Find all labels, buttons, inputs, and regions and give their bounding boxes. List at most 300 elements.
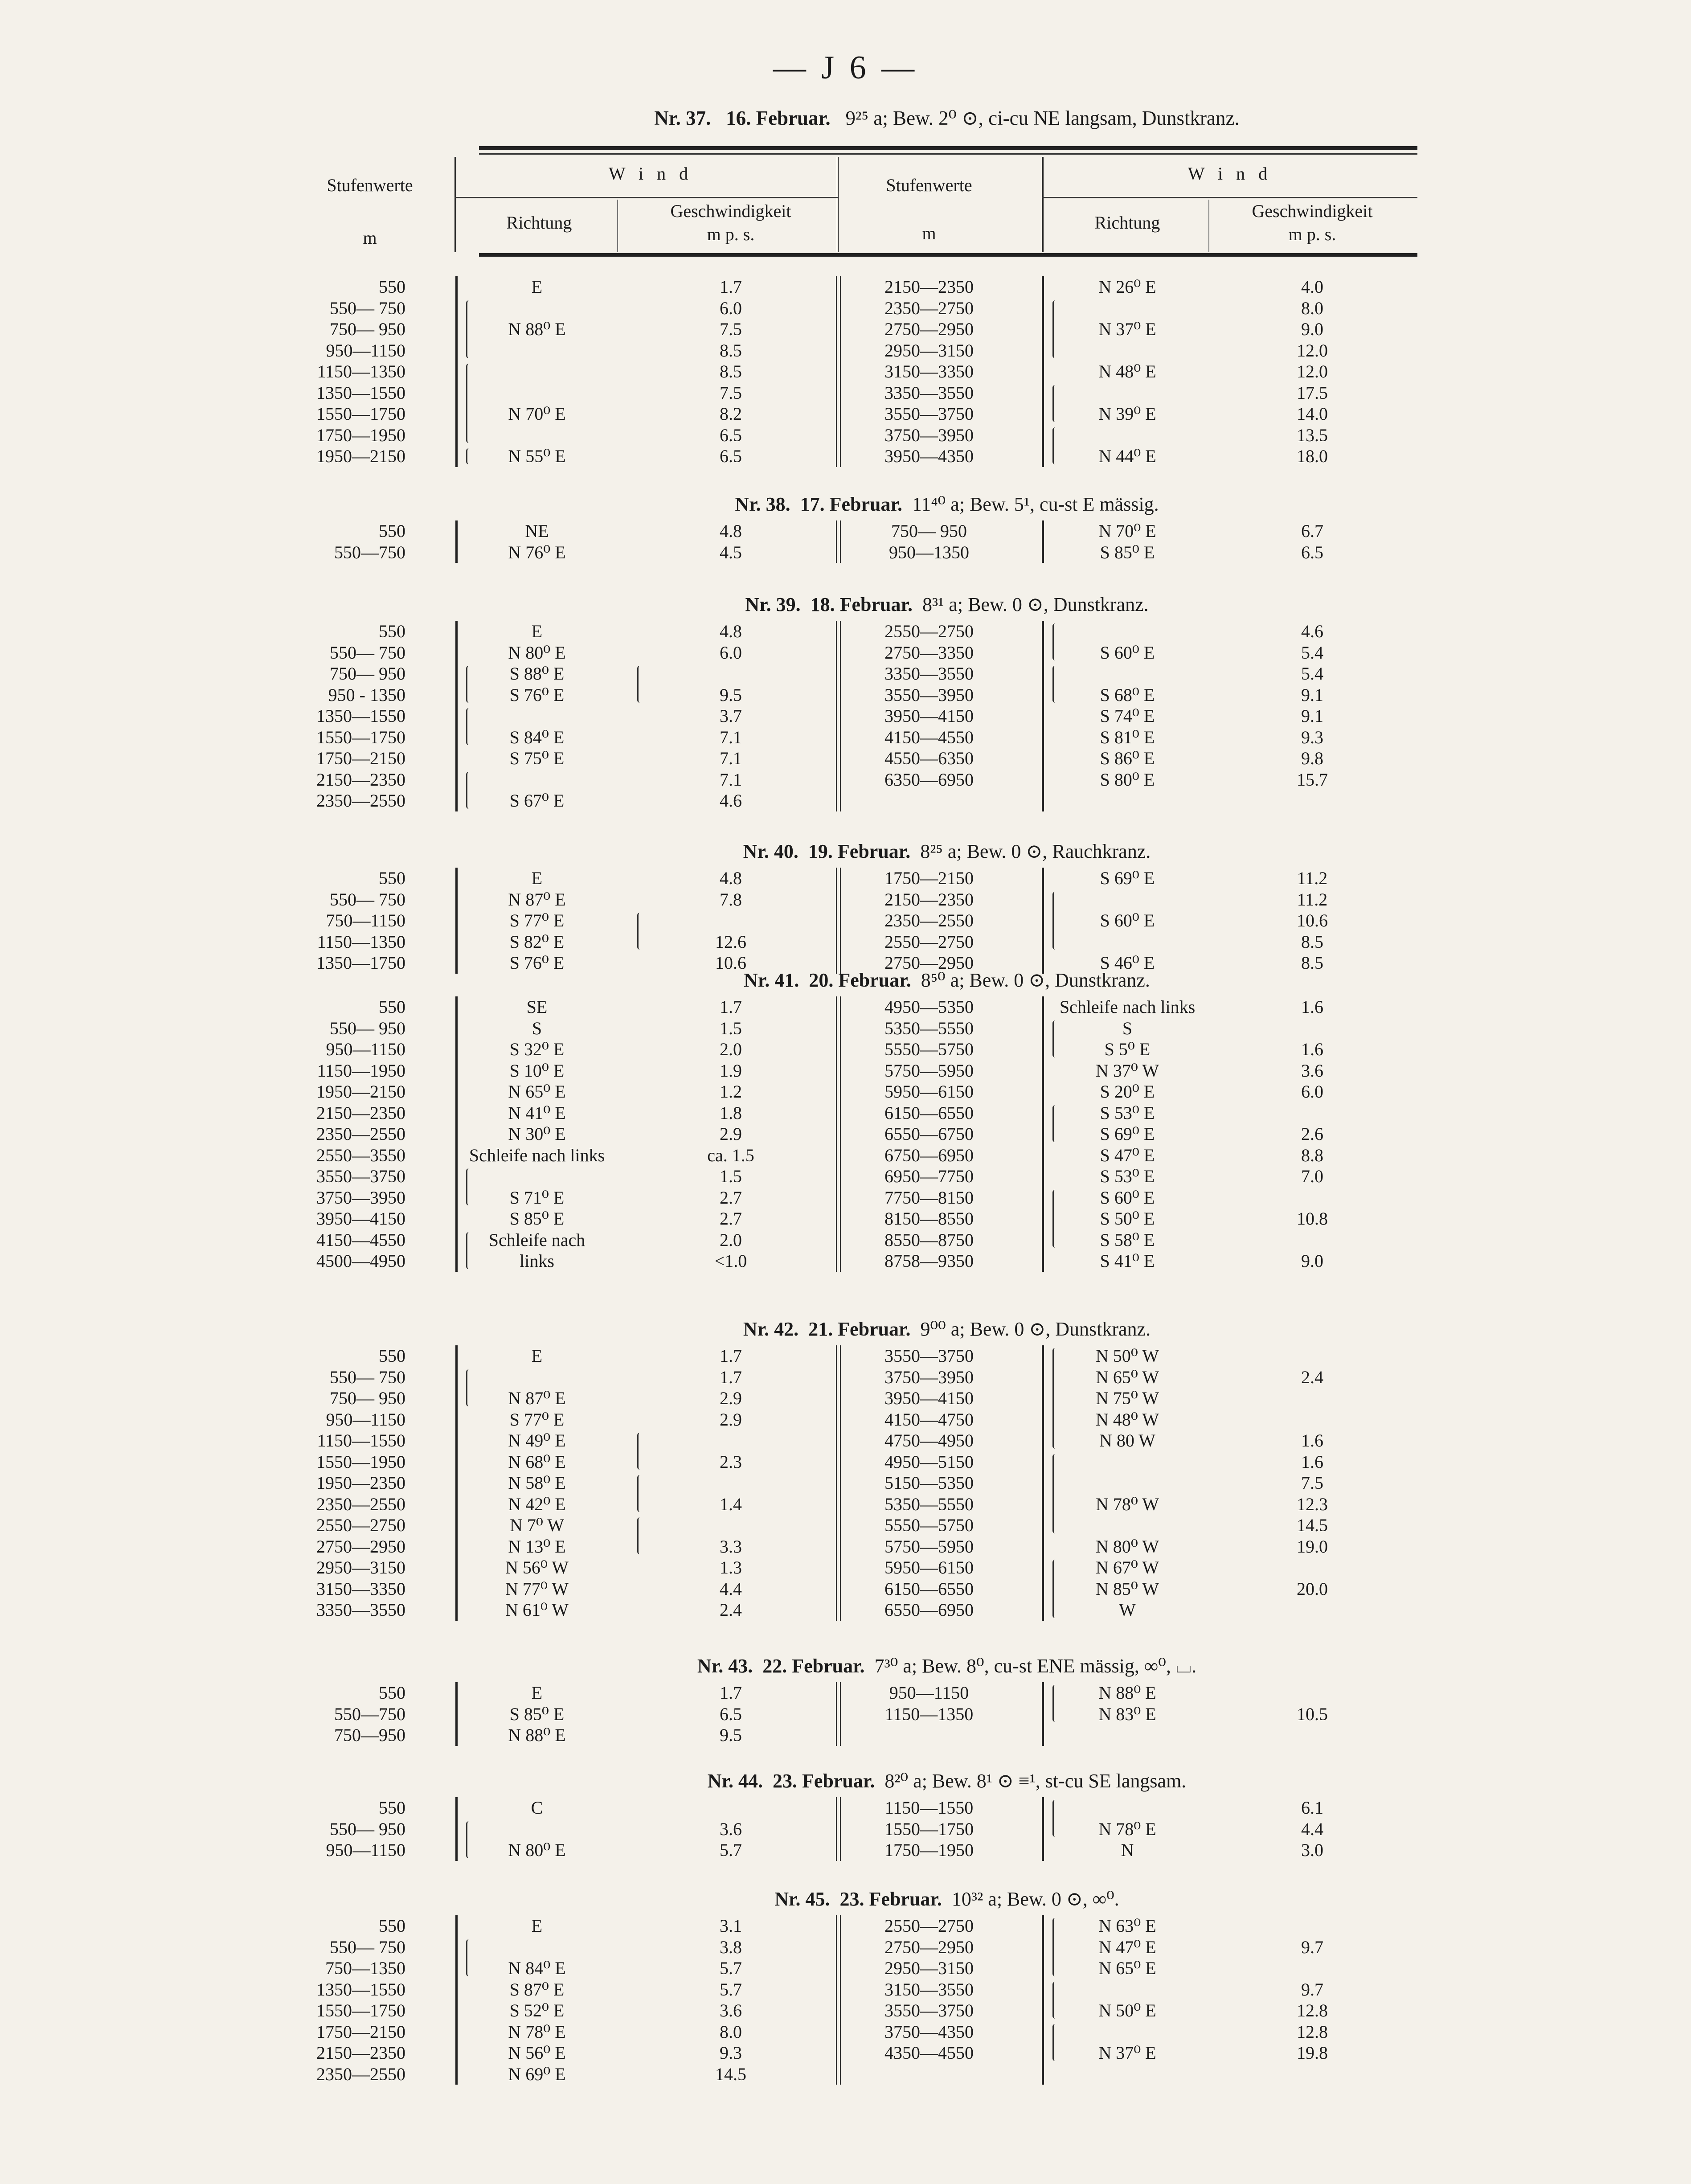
geschwindigkeit-cell: 3.3 — [720, 1536, 742, 1557]
section-nr: Nr. 42. — [743, 1318, 799, 1340]
stufenwert-cell: 1150—1550 — [884, 1798, 974, 1818]
stufenwert-cell: 6550—6950 — [884, 1600, 974, 1620]
richtung-cell: N 80⁰ E — [508, 1840, 566, 1860]
geschwindigkeit-cell: 5.7 — [720, 1958, 742, 1978]
richtung-cell: S 53⁰ E — [1100, 1102, 1155, 1123]
richtung-cell: S 71⁰ E — [509, 1187, 565, 1208]
section-info: 8³¹ a; Bew. 0 ⊙, Dunstkranz. — [922, 594, 1149, 615]
section-info: 8²⁵ a; Bew. 0 ⊙, Rauchkranz. — [920, 840, 1151, 862]
stufenwert-cell: 2350—2550 — [884, 910, 974, 930]
geschwindigkeit-cell: 2.9 — [720, 1388, 742, 1408]
grouping-brace — [1052, 1454, 1058, 1533]
geschwindigkeit-cell: 15.7 — [1297, 769, 1328, 790]
grouping-brace — [1052, 1685, 1058, 1722]
geschwindigkeit-cell: 5.7 — [720, 1840, 742, 1860]
richtung-cell: N 85⁰ W — [1096, 1578, 1159, 1599]
stufenwert-cell: 2750—2950 — [316, 1536, 405, 1557]
geschwindigkeit-cell: 9.1 — [1301, 684, 1323, 705]
richtung-cell: S 88⁰ E — [509, 664, 565, 684]
richtung-cell: S 67⁰ E — [509, 791, 565, 811]
richtung-cell: N 78⁰ E — [508, 2021, 566, 2042]
stufenwert-cell: 4150—4550 — [316, 1229, 405, 1250]
section-date: 21. Februar. — [808, 1318, 911, 1340]
richtung-cell: S 75⁰ E — [509, 748, 565, 768]
stufenwert-cell: 3750—4350 — [884, 2021, 974, 2042]
geschwindigkeit-cell: 1.8 — [720, 1102, 742, 1123]
richtung-cell: NE — [525, 521, 549, 541]
richtung-cell: N 37⁰ E — [1098, 2043, 1156, 2063]
stufenwert-cell: 5950—6150 — [884, 1082, 974, 1102]
richtung-cell: S — [1122, 1018, 1133, 1038]
richtung-cell: S 81⁰ E — [1100, 727, 1155, 747]
geschwindigkeit-cell: 6.0 — [720, 298, 742, 318]
section-nr: Nr. 39. — [745, 594, 801, 615]
stufenwert-cell: 3750—3950 — [884, 425, 974, 445]
section-nr: Nr. 40. — [743, 840, 798, 862]
geschwindigkeit-cell: 2.6 — [1301, 1124, 1323, 1144]
richtung-cell: N 37⁰ W — [1096, 1060, 1159, 1081]
section-nr: Nr. 43. — [697, 1655, 753, 1677]
richtung-cell: S 69⁰ E — [1100, 1124, 1155, 1144]
section-info: 8²⁰ a; Bew. 8¹ ⊙ ≡¹, st-cu SE langsam. — [884, 1770, 1187, 1792]
section-date: 18. Februar. — [810, 594, 913, 615]
col-richtung-right: Richtung — [1094, 213, 1160, 233]
geschwindigkeit-cell: 6.0 — [1301, 1082, 1323, 1102]
richtung-cell: S 76⁰ E — [509, 953, 565, 973]
geschwindigkeit-cell: 12.3 — [1297, 1494, 1328, 1514]
header-info: 9²⁵ a; Bew. 2⁰ ⊙, ci-cu NE langsam, Dunstkranz. — [845, 107, 1240, 129]
stufenwert-cell: 1750—2150 — [316, 748, 405, 768]
stufenwert-cell: 2750—2950 — [884, 1937, 974, 1957]
richtung-cell: S 74⁰ E — [1100, 706, 1155, 726]
geschwindigkeit-cell: 8.5 — [720, 361, 742, 381]
stufenwert-cell: 550— 750 — [330, 642, 405, 663]
grouping-brace — [637, 913, 643, 950]
geschwindigkeit-cell: 10.6 — [1297, 910, 1328, 930]
richtung-cell: N 75⁰ W — [1096, 1388, 1159, 1408]
geschwindigkeit-cell: 8.5 — [1301, 953, 1323, 973]
geschwindigkeit-cell: 12.0 — [1297, 361, 1328, 381]
stufenwert-cell: 3950—4350 — [884, 446, 974, 466]
stufenwert-cell: 6350—6950 — [884, 769, 974, 790]
stufenwert-cell: 1550—1750 — [316, 727, 405, 747]
richtung-cell: N 61⁰ W — [505, 1600, 569, 1620]
richtung-cell: N 77⁰ W — [505, 1578, 569, 1599]
section-nr: Nr. 41. — [744, 969, 799, 991]
stufenwert-cell: 550— 750 — [330, 298, 405, 318]
stufenwert-cell: 1350—1550 — [316, 1979, 405, 2000]
stufenwert-cell: 950—1150 — [326, 1840, 405, 1860]
richtung-cell: S 69⁰ E — [1100, 868, 1155, 888]
section-info: 11⁴⁰ a; Bew. 5¹, cu-st E mässig. — [912, 493, 1159, 515]
stufenwert-cell: 2350—2550 — [316, 2064, 405, 2084]
geschwindigkeit-cell: 1.4 — [720, 1494, 742, 1514]
grouping-brace — [1052, 300, 1058, 359]
stufenwert-cell: 2350—2550 — [316, 791, 405, 811]
geschwindigkeit-cell: 8.5 — [720, 340, 742, 361]
geschwindigkeit-cell: 1.3 — [720, 1557, 742, 1578]
geschwindigkeit-cell: 1.6 — [1301, 1451, 1323, 1472]
section-nr: Nr. 45. — [774, 1888, 830, 1910]
geschwindigkeit-cell: 3.6 — [720, 2000, 742, 2020]
stufenwert-cell: 2150—2350 — [316, 769, 405, 790]
section-date: 22. Februar. — [762, 1655, 865, 1677]
stufenwert-cell: 2950—3150 — [316, 1557, 405, 1578]
stufenwert-cell: 750— 950 — [330, 664, 405, 684]
section-title — [479, 1318, 1415, 1340]
section-date: 23. Februar. — [839, 1888, 942, 1910]
richtung-cell: E — [531, 868, 543, 888]
stufenwert-cell: 4150—4550 — [884, 727, 974, 747]
stufenwert-cell: 2550—2750 — [884, 931, 974, 952]
richtung-cell: S 76⁰ E — [509, 684, 565, 705]
stufenwert-cell: 750—1350 — [325, 1958, 405, 1978]
richtung-cell: N 26⁰ E — [1098, 277, 1156, 297]
richtung-cell: S 82⁰ E — [509, 931, 565, 952]
grouping-brace — [1052, 1918, 1058, 1976]
column-rule — [455, 621, 458, 811]
richtung-cell: S 85⁰ E — [509, 1209, 565, 1229]
geschwindigkeit-cell: 9.0 — [1301, 319, 1323, 339]
geschwindigkeit-cell: 8.0 — [1301, 298, 1323, 318]
header-nr: Nr. 37. — [654, 107, 711, 129]
richtung-cell: S 77⁰ E — [509, 910, 565, 930]
geschwindigkeit-cell: 6.5 — [720, 1704, 742, 1724]
geschwindigkeit-cell: 6.5 — [720, 425, 742, 445]
richtung-cell: S 10⁰ E — [509, 1060, 565, 1081]
stufenwert-cell: 3550—3750 — [884, 2000, 974, 2020]
geschwindigkeit-cell: 1.5 — [720, 1166, 742, 1186]
stufenwert-cell: 1550—1950 — [316, 1451, 405, 1472]
stufenwert-cell: 2350—2550 — [316, 1124, 405, 1144]
stufenwert-cell: 750— 950 — [330, 1388, 405, 1408]
richtung-cell: N — [1121, 1840, 1134, 1860]
stufenwert-cell: 2950—3150 — [884, 1958, 974, 1978]
geschwindigkeit-cell: 1.6 — [1301, 997, 1323, 1017]
col-wind-left: W i n d — [608, 164, 693, 184]
geschwindigkeit-cell: 7.1 — [720, 748, 742, 768]
grouping-brace — [466, 1168, 472, 1205]
stufenwert-cell: 550— 750 — [330, 1937, 405, 1957]
geschwindigkeit-cell: 12.8 — [1297, 2000, 1328, 2020]
grouping-brace — [466, 772, 472, 809]
grouping-brace — [1052, 623, 1058, 660]
grouping-brace — [1052, 385, 1058, 422]
richtung-cell: N 80⁰ E — [508, 642, 566, 663]
geschwindigkeit-cell: 2.4 — [720, 1600, 742, 1620]
geschwindigkeit-cell: 7.0 — [1301, 1166, 1323, 1186]
stufenwert-cell: 550 — [379, 277, 405, 297]
richtung-cell: Schleife nach links — [469, 1145, 605, 1165]
column-rule — [455, 1797, 458, 1861]
grouping-brace — [637, 1433, 643, 1470]
richtung-cell: C — [531, 1798, 543, 1818]
geschwindigkeit-cell: 3.8 — [720, 1937, 742, 1957]
stufenwert-cell: 1750—1950 — [316, 425, 405, 445]
grouping-brace — [1052, 427, 1058, 464]
geschwindigkeit-cell: 1.7 — [720, 1346, 742, 1366]
stufenwert-cell: 1150—1550 — [317, 1430, 405, 1451]
geschwindigkeit-cell: 5.7 — [720, 1979, 742, 2000]
geschwindigkeit-cell: 9.5 — [720, 684, 742, 705]
stufenwert-cell: 4150—4750 — [884, 1409, 974, 1430]
richtung-cell: S 53⁰ E — [1100, 1166, 1155, 1186]
richtung-cell: N 80⁰ W — [1096, 1536, 1159, 1557]
richtung-cell: SE — [526, 997, 548, 1017]
grouping-brace — [1052, 1348, 1058, 1449]
geschwindigkeit-cell: 3.7 — [720, 706, 742, 726]
stufenwert-cell: 550— 950 — [330, 1018, 405, 1038]
geschwindigkeit-cell: 17.5 — [1297, 382, 1328, 403]
table-header-rule — [479, 253, 1417, 257]
geschwindigkeit-cell: 6.0 — [720, 642, 742, 663]
richtung-cell: N 49⁰ E — [508, 1430, 566, 1451]
stufenwert-cell: 1550—1750 — [884, 1819, 974, 1839]
stufenwert-cell: 3550—3750 — [884, 1346, 974, 1366]
section-title — [479, 593, 1415, 616]
table-top-rule-thin — [479, 153, 1417, 155]
header-subrule — [1042, 197, 1417, 198]
richtung-cell: N 42⁰ E — [508, 1494, 566, 1514]
grouping-brace — [466, 448, 472, 464]
geschwindigkeit-cell: 2.4 — [1301, 1367, 1323, 1387]
stufenwert-cell: 550 — [379, 1346, 405, 1366]
stufenwert-cell: 6150—6550 — [884, 1578, 974, 1599]
richtung-cell: N 65⁰ W — [1096, 1367, 1159, 1387]
stufenwert-cell: 950 - 1350 — [328, 684, 405, 705]
richtung-cell: N 68⁰ E — [508, 1451, 566, 1472]
stufenwert-cell: 3150—3350 — [316, 1578, 405, 1599]
stufenwert-cell: 550 — [379, 1798, 405, 1818]
section-date: 20. Februar. — [809, 969, 911, 991]
grouping-brace — [637, 1475, 643, 1512]
stufenwert-cell: 750—950 — [334, 1725, 405, 1745]
richtung-cell: N 39⁰ E — [1098, 404, 1156, 424]
geschwindigkeit-cell: 14.5 — [1297, 1515, 1328, 1535]
geschwindigkeit-cell: ca. 1.5 — [707, 1145, 754, 1165]
stufenwert-cell: 3950—4150 — [884, 706, 974, 726]
stufenwert-cell: 5150—5350 — [884, 1473, 974, 1493]
stufenwert-cell: 2150—2350 — [884, 889, 974, 910]
richtung-cell: N 70⁰ E — [508, 404, 566, 424]
geschwindigkeit-cell: 19.8 — [1297, 2043, 1328, 2063]
col-richtung-left: Richtung — [506, 213, 572, 233]
geschwindigkeit-cell: 2.9 — [720, 1409, 742, 1430]
section-title — [479, 969, 1415, 992]
stufenwert-cell: 1350—1550 — [316, 706, 405, 726]
geschwindigkeit-cell: 8.0 — [720, 2021, 742, 2042]
stufenwert-cell: 2350—2550 — [316, 1494, 405, 1514]
stufenwert-cell: 8550—8750 — [884, 1229, 974, 1250]
geschwindigkeit-cell: 6.1 — [1301, 1798, 1323, 1818]
stufenwert-cell: 750—1150 — [326, 910, 405, 930]
richtung-cell: S 50⁰ E — [1100, 1209, 1155, 1229]
stufenwert-cell: 3550—3750 — [884, 404, 974, 424]
grouping-brace — [637, 666, 643, 703]
stufenwert-cell: 550 — [379, 1916, 405, 1936]
stufenwert-cell: 5350—5550 — [884, 1018, 974, 1038]
geschwindigkeit-cell: 1.6 — [1301, 1039, 1323, 1059]
richtung-cell: S 41⁰ E — [1100, 1251, 1155, 1271]
geschwindigkeit-cell: 1.7 — [720, 1683, 742, 1703]
stufenwert-cell: 550—750 — [334, 1704, 405, 1724]
col-wind-right: W i n d — [1187, 164, 1272, 184]
stufenwert-cell: 4950—5350 — [884, 997, 974, 1017]
stufenwert-cell: 2550—2750 — [316, 1515, 405, 1535]
geschwindigkeit-cell: 13.5 — [1297, 425, 1328, 445]
richtung-cell: W — [1119, 1600, 1136, 1620]
richtung-cell: S 32⁰ E — [509, 1039, 565, 1059]
grouping-brace — [1052, 1560, 1058, 1618]
grouping-brace — [1052, 1800, 1058, 1837]
stufenwert-cell: 1750—2150 — [884, 868, 974, 888]
richtung-cell: N 69⁰ E — [508, 2064, 566, 2084]
header-date: 16. Februar. — [726, 107, 831, 129]
geschwindigkeit-cell: <1.0 — [714, 1251, 747, 1271]
richtung-cell: N 78⁰ W — [1096, 1494, 1159, 1514]
geschwindigkeit-cell: 20.0 — [1297, 1578, 1328, 1599]
richtung-cell: S 85⁰ E — [1100, 542, 1155, 562]
header-subrule — [454, 197, 838, 198]
col-unit-m-right: m — [922, 223, 936, 243]
stufenwert-cell: 1550—1750 — [316, 404, 405, 424]
stufenwert-cell: 950—1150 — [326, 340, 405, 361]
richtung-cell: N 55⁰ E — [508, 446, 566, 466]
geschwindigkeit-cell: 1.7 — [720, 277, 742, 297]
geschwindigkeit-cell: 1.6 — [1301, 1430, 1323, 1451]
geschwindigkeit-cell: 7.5 — [720, 319, 742, 339]
section-title — [479, 840, 1415, 863]
stufenwert-cell: 3950—4150 — [316, 1209, 405, 1229]
richtung-cell: E — [531, 1916, 543, 1936]
richtung-cell: S 60⁰ E — [1100, 642, 1155, 663]
richtung-cell: N 76⁰ E — [508, 542, 566, 562]
richtung-cell: N 56⁰ E — [508, 2043, 566, 2063]
stufenwert-cell: 8150—8550 — [884, 1209, 974, 1229]
richtung-cell: S 68⁰ E — [1100, 684, 1155, 705]
header-divider — [837, 157, 841, 252]
stufenwert-cell: 1350—1550 — [316, 382, 405, 403]
geschwindigkeit-cell: 9.5 — [720, 1725, 742, 1745]
geschwindigkeit-cell: 4.6 — [1301, 621, 1323, 641]
richtung-cell: N 88⁰ E — [508, 319, 566, 339]
geschwindigkeit-cell: 6.7 — [1301, 521, 1323, 541]
geschwindigkeit-cell: 4.8 — [720, 621, 742, 641]
stufenwert-cell: 1750—1950 — [884, 1840, 974, 1860]
geschwindigkeit-cell: 9.7 — [1301, 1937, 1323, 1957]
column-rule — [455, 276, 458, 467]
geschwindigkeit-cell: 10.5 — [1297, 1704, 1328, 1724]
geschwindigkeit-cell: 8.2 — [720, 404, 742, 424]
header-title — [479, 106, 1415, 130]
stufenwert-cell: 950—1150 — [326, 1039, 405, 1059]
stufenwert-cell: 1950—2150 — [316, 446, 405, 466]
column-rule — [455, 1915, 458, 2085]
stufenwert-cell: 550— 750 — [330, 1367, 405, 1387]
section-title — [479, 493, 1415, 516]
stufenwert-cell: 2150—2350 — [316, 1102, 405, 1123]
page-number: — J 6 — — [773, 49, 918, 86]
richtung-cell: N 48⁰ W — [1096, 1409, 1159, 1430]
stufenwert-cell: 1150—1350 — [317, 361, 405, 381]
stufenwert-cell: 2350—2750 — [884, 298, 974, 318]
section-nr: Nr. 44. — [707, 1770, 763, 1792]
richtung-cell: N 83⁰ E — [1098, 1704, 1156, 1724]
stufenwert-cell: 3550—3750 — [316, 1166, 405, 1186]
stufenwert-cell: 3350—3550 — [884, 382, 974, 403]
stufenwert-cell: 550 — [379, 1683, 405, 1703]
stufenwert-cell: 550 — [379, 997, 405, 1017]
geschwindigkeit-cell: 2.0 — [720, 1229, 742, 1250]
stufenwert-cell: 6150—6550 — [884, 1102, 974, 1123]
column-rule — [455, 996, 458, 1272]
geschwindigkeit-cell: 4.8 — [720, 521, 742, 541]
grouping-brace — [466, 1369, 472, 1406]
stufenwert-cell: 2750—2950 — [884, 953, 974, 973]
stufenwert-cell: 6750—6950 — [884, 1145, 974, 1165]
column-rule — [455, 1345, 458, 1621]
geschwindigkeit-cell: 9.8 — [1301, 748, 1323, 768]
richtung-cell: links — [520, 1251, 554, 1271]
grouping-brace — [466, 364, 472, 443]
geschwindigkeit-cell: 4.4 — [1301, 1819, 1323, 1839]
stufenwert-cell: 4500—4950 — [316, 1251, 405, 1271]
stufenwert-cell: 2550—2750 — [884, 1916, 974, 1936]
stufenwert-cell: 950—1150 — [889, 1683, 969, 1703]
column-rule — [455, 868, 458, 974]
geschwindigkeit-cell: 7.1 — [720, 727, 742, 747]
stufenwert-cell: 1350—1750 — [316, 953, 405, 973]
richtung-cell: N 48⁰ E — [1098, 361, 1156, 381]
geschwindigkeit-cell: 7.8 — [720, 889, 742, 910]
table-top-rule — [479, 146, 1417, 150]
grouping-brace — [1052, 1982, 1058, 2019]
geschwindigkeit-cell: 3.0 — [1301, 1840, 1323, 1860]
grouping-brace — [1052, 1105, 1058, 1142]
stufenwert-cell: 2750—3350 — [884, 642, 974, 663]
stufenwert-cell: 3750—3950 — [316, 1187, 405, 1208]
stufenwert-cell: 1950—2350 — [316, 1473, 405, 1493]
geschwindigkeit-cell: 9.3 — [720, 2043, 742, 2063]
richtung-cell: Schleife nach — [488, 1229, 586, 1250]
stufenwert-cell: 1750—2150 — [316, 2021, 405, 2042]
geschwindigkeit-cell: 4.4 — [720, 1578, 742, 1599]
geschwindigkeit-cell: 8.8 — [1301, 1145, 1323, 1165]
richtung-cell: N 41⁰ E — [508, 1102, 566, 1123]
richtung-cell: S 60⁰ E — [1100, 1187, 1155, 1208]
stufenwert-cell: 1150—1950 — [317, 1060, 405, 1081]
richtung-cell: N 70⁰ E — [1098, 521, 1156, 541]
stufenwert-cell: 950—1150 — [326, 1409, 405, 1430]
geschwindigkeit-cell: 8.5 — [1301, 931, 1323, 952]
richtung-cell: N 56⁰ W — [505, 1557, 569, 1578]
grouping-brace — [1052, 1020, 1058, 1057]
stufenwert-cell: 1550—1750 — [316, 2000, 405, 2020]
richtung-cell: N 67⁰ W — [1096, 1557, 1159, 1578]
richtung-cell: E — [531, 1683, 543, 1703]
richtung-cell: N 65⁰ E — [1098, 1958, 1156, 1978]
richtung-cell: N 50⁰ E — [1098, 2000, 1156, 2020]
grouping-brace — [466, 1232, 472, 1269]
richtung-cell: N 65⁰ E — [508, 1082, 566, 1102]
geschwindigkeit-cell: 1.9 — [720, 1060, 742, 1081]
richtung-cell: N 87⁰ E — [508, 1388, 566, 1408]
stufenwert-cell: 2150—2350 — [884, 277, 974, 297]
richtung-cell: Schleife nach links — [1059, 997, 1196, 1017]
stufenwert-cell: 2950—3150 — [884, 340, 974, 361]
stufenwert-cell: 6950—7750 — [884, 1166, 974, 1186]
stufenwert-cell: 4750—4950 — [884, 1430, 974, 1451]
